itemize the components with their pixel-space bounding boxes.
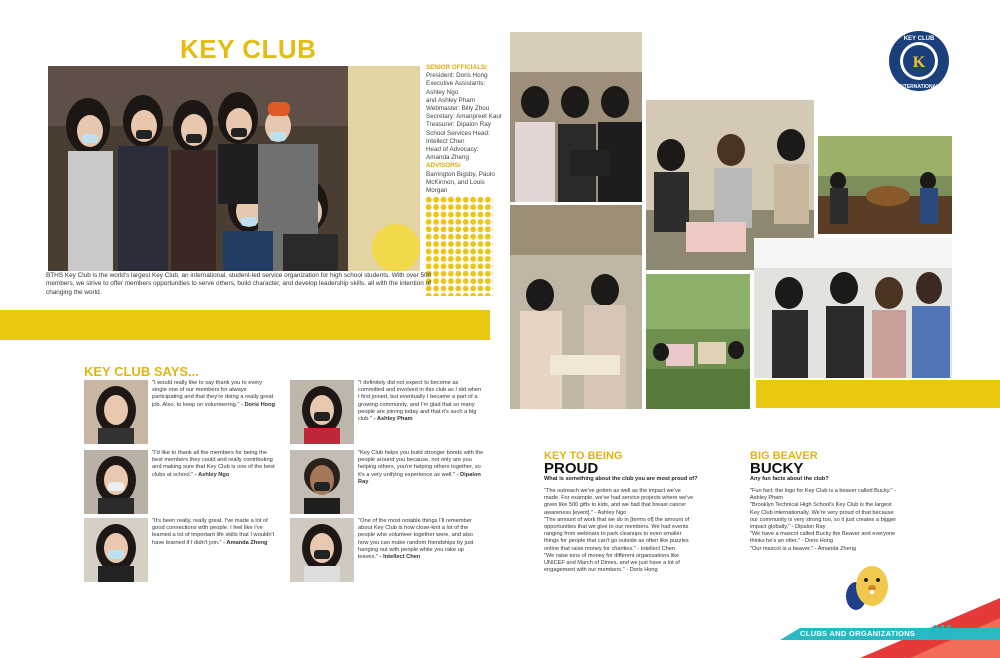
portrait-ashley-ngo xyxy=(84,450,148,514)
proud-question: What is something about the club you are most proud of? xyxy=(544,476,698,482)
portrait-dipalon-ray xyxy=(290,450,354,514)
quote-amanda-zheng xyxy=(152,518,278,547)
officer-line: Intellect Chen xyxy=(426,137,465,145)
quote-ashley-pham xyxy=(358,380,484,423)
quote-intellect-chen xyxy=(358,518,484,561)
quote-author: - Doris Hong xyxy=(239,401,276,408)
page-title: KEY CLUB xyxy=(180,34,317,64)
portrait-intellect-chen xyxy=(290,518,354,582)
bucky-body: "Fun fact: the logo for Key Club is a beaver called Bucky." - Ashley Pham "Brooklyn Technical High School's Key Club is the largest Key Club internationally. We're very proud of that because our community is very strong too, so it just creates a bigger impact globally." - Dipalon Ray "We have a mascot called Bucky the Beaver and everyone thinks he's an otter." - Doris Hong "Our mascot is a beaver." - Amanda Zheng xyxy=(750,488,897,552)
section-label: CLUBS AND ORGANIZATIONS xyxy=(800,629,916,638)
officers-list xyxy=(426,64,506,195)
portrait-amanda-zheng xyxy=(84,518,148,582)
yellow-banner-left xyxy=(0,310,490,340)
intro-paragraph: BTHS Key Club is the world's largest Key Club, an international, student-led service organization for high school students. With over 500 members, we strive to offer members opportunities to serve others, build character, and develop leadership skills, all with the intention of changing the world. xyxy=(46,272,432,296)
quote-doris-hong xyxy=(152,380,278,409)
portrait-ashley-pham xyxy=(290,380,354,444)
quote-dipalon-ray xyxy=(358,450,484,486)
officer-line: Secretary: Amanpreet Kaur xyxy=(426,113,502,121)
quote-ashley-ngo xyxy=(152,450,278,479)
officer-line: and Ashley Pham xyxy=(426,96,476,104)
photo-hallway-group xyxy=(510,205,642,409)
quote-text: "I definitely did not expect to become as committed and involved in this club as I did when I first joined, but eventually I became a part of a growing community, and I'm glad that so many people are joining today and that it's such a big club." xyxy=(358,380,482,423)
logo-letter: K xyxy=(912,54,926,71)
quote-author: - Intellect Chen xyxy=(378,554,421,561)
group-photo xyxy=(48,66,420,271)
officer-line: President: Doris Hong xyxy=(426,72,488,80)
quote-author: - Ashley Ngo xyxy=(193,471,230,478)
yellow-banner-right xyxy=(756,380,1000,408)
bucky-heading: BUCKY xyxy=(750,460,804,477)
photo-outdoor-posters xyxy=(646,274,750,409)
quote-text: "Key Club helps you build stronger bonds with the people around you because, not only are you helping others, you're helping others together, so it's a very unifying experience as well." xyxy=(358,450,484,478)
quote-text: "It's been really, really great. I've made a lot of good connections with people. I feel like I've learned a lot of important life skills that I wouldn't have learned if I didn't join." xyxy=(152,518,275,546)
quote-author: - Amanda Zheng xyxy=(221,539,268,546)
quote-author: - Ashley Pham xyxy=(372,416,413,423)
key-club-international-logo xyxy=(888,30,950,92)
logo-top-text: KEY CLUB xyxy=(903,36,935,42)
bucky-kicker: BIG BEAVER xyxy=(750,450,818,462)
officer-line: Executive Assistants: xyxy=(426,80,486,88)
quote-text: "I'd like to thank all the members for being the best members they could and really contributing and making sure that Key Club is one of the best clubs at school." xyxy=(152,450,275,478)
bucky-section xyxy=(750,450,900,553)
advisors-names: Barrington Bigsby, Paulo McKinnon, and Louis Morgan xyxy=(426,170,495,195)
proud-kicker: KEY TO BEING xyxy=(544,450,623,462)
quote-author: - Dipalon Ray xyxy=(358,471,481,485)
portrait-doris-hong xyxy=(84,380,148,444)
photo-group-indoors xyxy=(754,238,952,378)
logo-bottom-text: INTERNATIONAL xyxy=(898,84,940,90)
officer-line: Ashley Ngo xyxy=(426,88,459,96)
officer-line: Treasurer: Dipalon Ray xyxy=(426,121,491,129)
officer-line: Head of Advocacy: xyxy=(426,146,479,154)
key-club-says-heading: KEY CLUB SAYS... xyxy=(84,364,199,379)
proud-section xyxy=(544,450,744,574)
page-number: 211 xyxy=(932,622,953,637)
footer-stripes xyxy=(740,592,1000,658)
officer-line: School Services Head: xyxy=(426,129,490,137)
senior-officials-heading: SENIOR OFFICIALS/ xyxy=(426,64,487,71)
quote-text: "One of the most notable things I'll remember about Key Club is how close-knit a lot of the people who volunteer together were, and also how you can make random friendships by just hanging out with people while you rake up leaves." xyxy=(358,518,474,561)
quote-text: "I would really like to say thank you to every single one of our members for always participating and that they're doing a really great job. Also, to keep on volunteering." xyxy=(152,380,274,408)
officer-line: Webmaster: Billy Zhou xyxy=(426,105,490,113)
advisors-heading: ADVISORS/ xyxy=(426,162,461,170)
photo-gardening xyxy=(818,136,952,234)
bucky-question: Any fun facts about the club? xyxy=(750,476,829,482)
proud-body: "The outreach we've gotten as well as the impact we've made. For example, we've had service projects where we've given like 500 gifts to kids, and we had that breast cancer awareness [event]." - Ashley Ngo "The amount of work that we do in [terms of] the amount of opportunities that we give to our members. We had events ranging from webinars to park cleanups to even smaller things for people that can't go outside as often like puzzles online that raise money for charities." - Intellect Chen "We raise tons of money for different organizations like UNICEF and March of Dimes, and we just have a lot of engagement with our members." - Doris Hong xyxy=(544,488,694,574)
photo-students-with-gift xyxy=(510,32,642,202)
officer-line: Amanda Zheng xyxy=(426,154,470,162)
proud-heading: PROUD xyxy=(544,460,599,477)
